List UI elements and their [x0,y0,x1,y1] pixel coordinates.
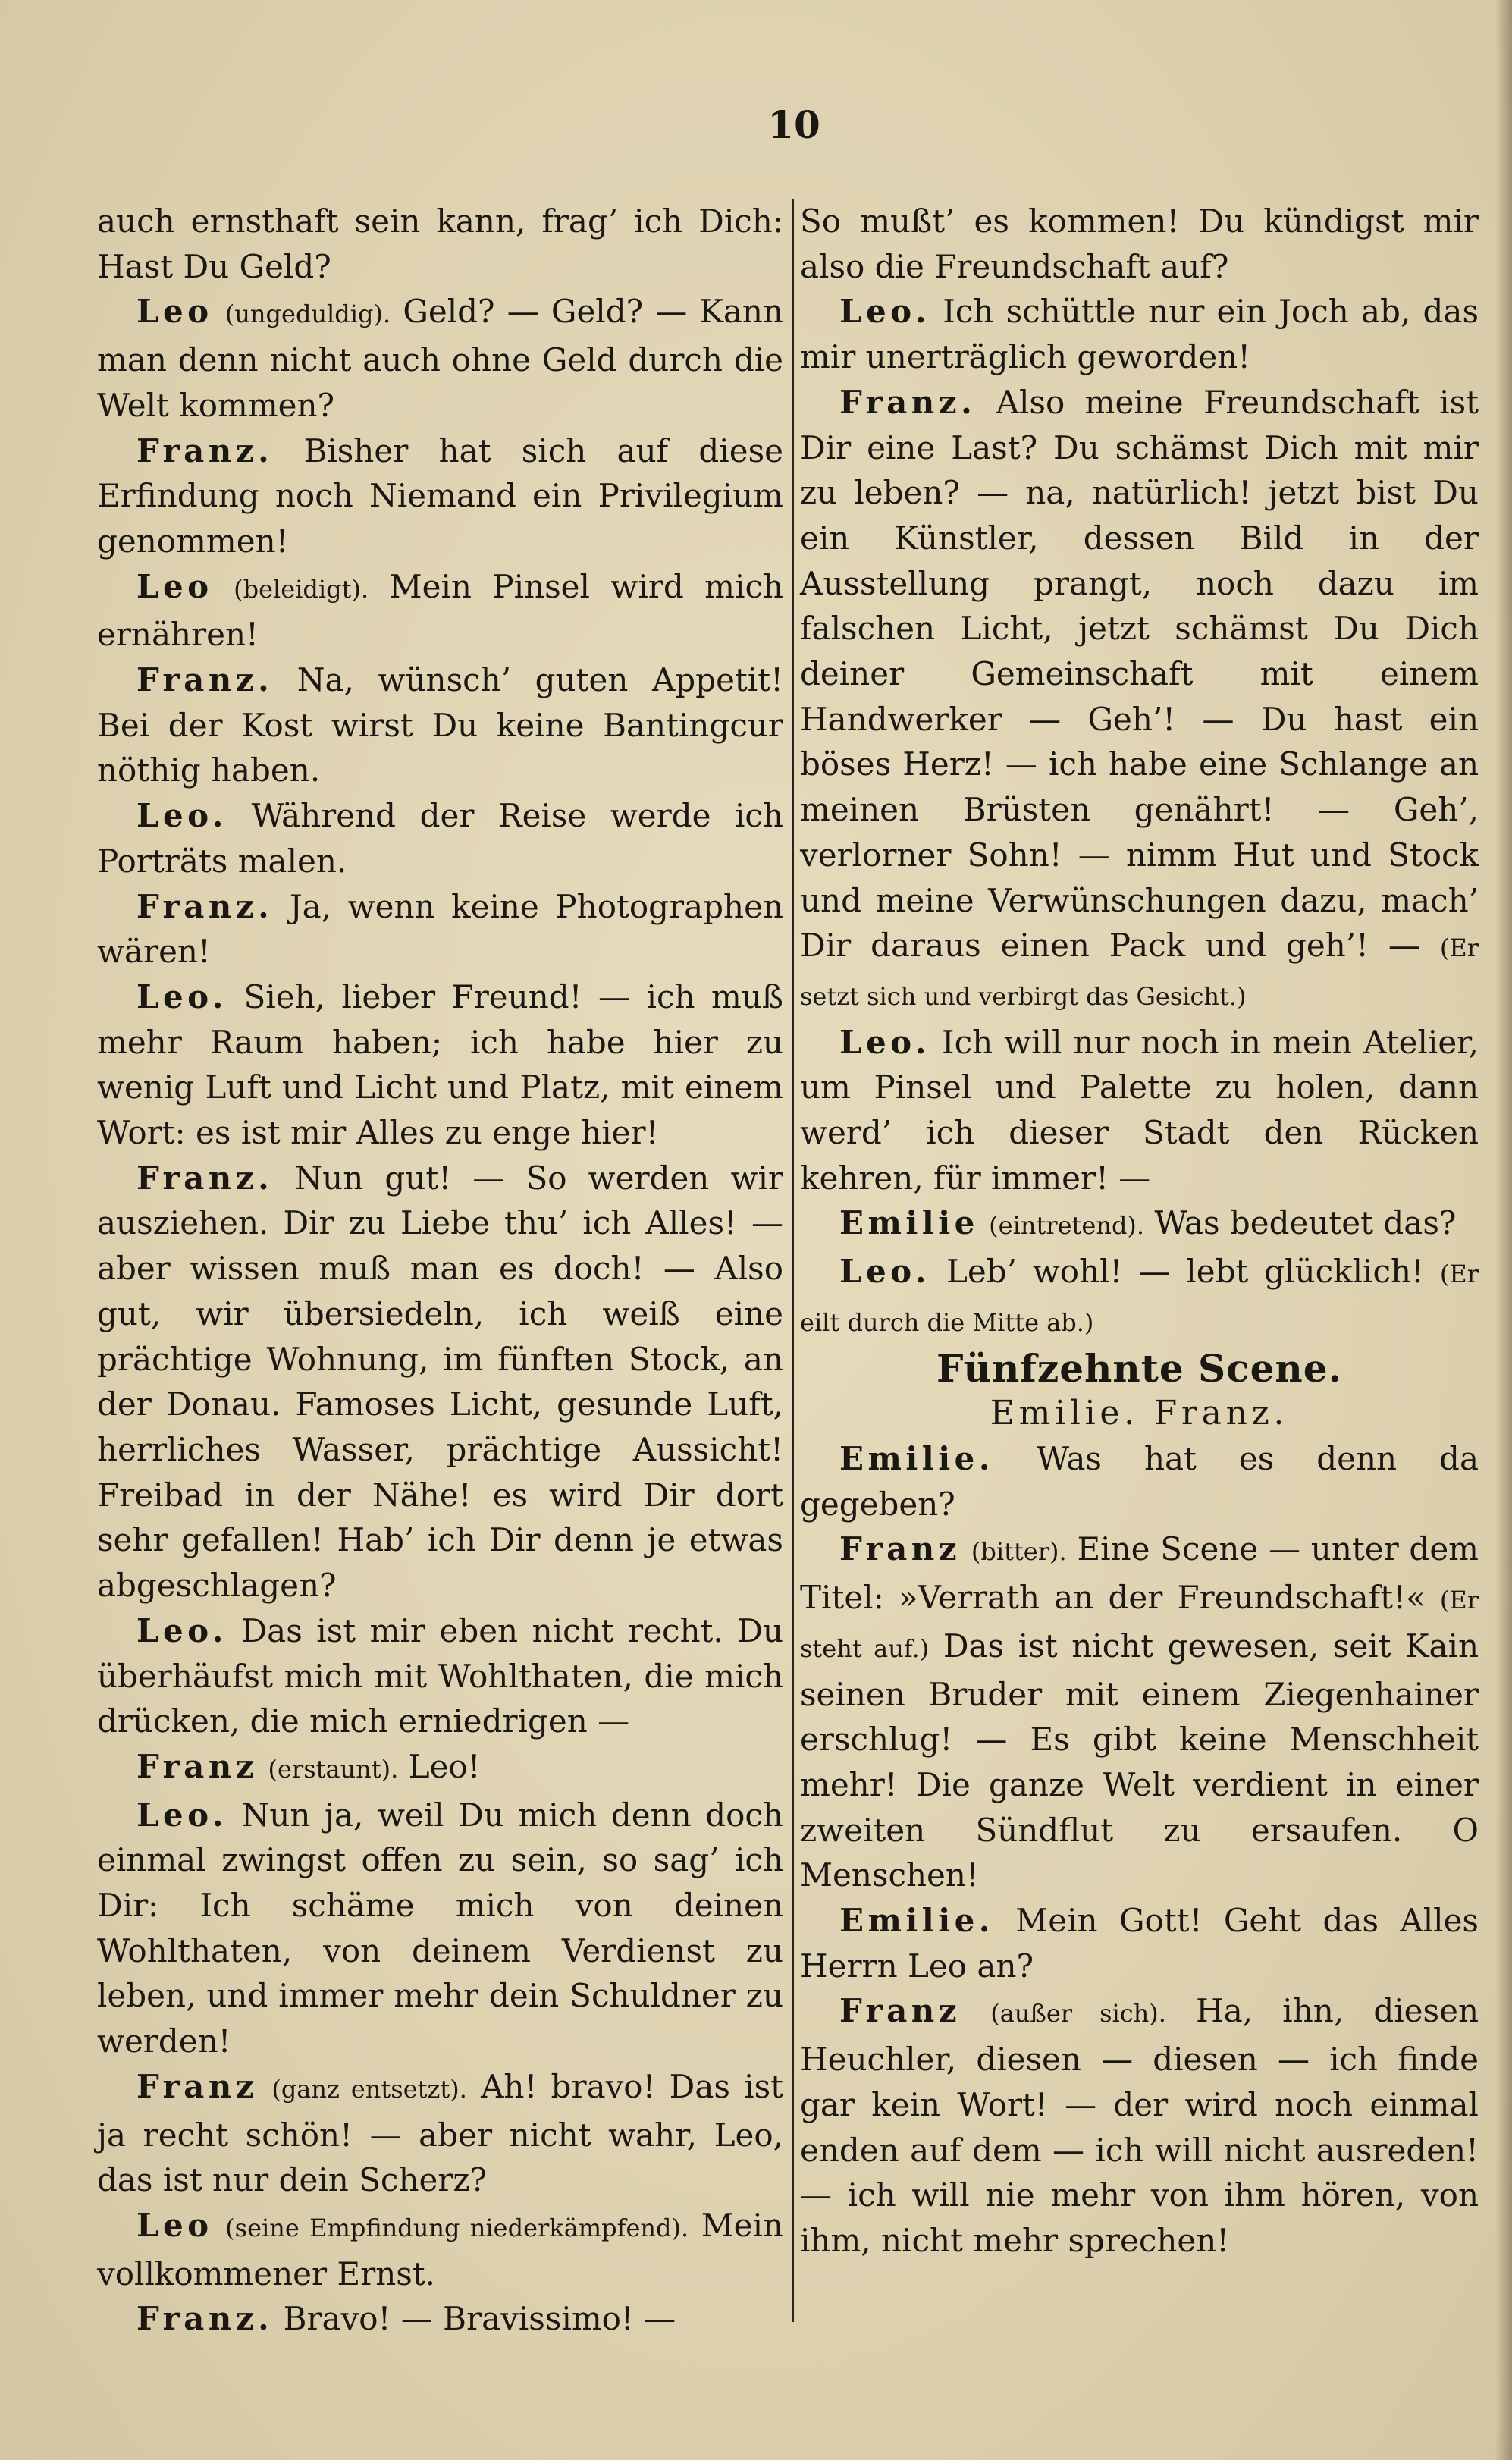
speaker-name: Franz [839,1530,961,1568]
stage-direction: (eintretend). [989,1211,1145,1241]
speaker-name: Franz [839,1992,961,2030]
dialogue-text: Bisher hat sich auf diese Erfindung noch Niemand ein Privilegium genommen! [97,431,783,560]
speaker-name: Franz. [136,661,274,699]
stage-direction: (Er eilt durch die Mitte ab.) [800,1260,1479,1337]
dialogue-line [97,974,783,1156]
speaker-name: Emilie. [839,1439,994,1477]
dialogue-line [800,1249,1479,1345]
dialogue-line [97,2296,783,2342]
stage-direction: (bitter). [971,1537,1067,1567]
page-number: 10 [767,102,820,147]
dialogue-text: Was hat es denn da gegeben? [800,1439,1479,1523]
speaker-name: Franz. [136,431,274,469]
dialogue-line [800,1988,1479,2263]
dialogue-text: Eine Scene — unter dem Titel: »Verrath an der Freundschaft!« [800,1530,1479,1617]
speaker-name: Franz. [136,2300,274,2338]
speaker-name: Franz. [839,383,977,421]
column-divider [792,199,794,2322]
dialogue-line [97,1608,783,1744]
dialogue-line [800,1898,1479,1988]
dialogue-line [97,289,783,428]
dialogue-line [800,1436,1479,1527]
dialogue-line [97,2064,783,2203]
dialogue-line [97,657,783,793]
dialogue-text: Nun ja, weil Du mich denn doch einmal zwingst offen zu sein, so sag’ ich Dir: Ich schäme mich von deinen Wohlthaten, von deinem Verdienst zu leben, und immer mehr dein Schuldner zu werden! [97,1796,783,2060]
dialogue-line [800,380,1479,1020]
speaker-name: Emilie [839,1204,979,1242]
dialogue-line [97,1744,783,1793]
speaker-name: Leo [136,2206,213,2244]
right-column [800,199,1479,2264]
speaker-name: Leo [136,567,213,605]
dialogue-text: Mein Pinsel wird mich ernähren! [97,567,784,654]
speaker-name: Leo. [839,1023,930,1061]
dialogue-text: Leo! [408,1747,481,1785]
speaker-name: Leo. [136,1611,227,1649]
speaker-name: Leo. [839,293,930,331]
page-edge-shadow [1495,0,1512,2460]
speaker-name: Leo. [136,1796,227,1834]
continued-paragraph: So mußt’ es kommen! Du kündigst mir also die Freundschaft auf? [800,202,1479,285]
dialogue-text: Was bedeutet das? [1154,1204,1457,1242]
dialogue-text: Ja, wenn keine Photographen wären! [97,887,783,971]
dialogue-line [97,428,783,564]
dialogue-line [800,289,1479,379]
dialogue-text: Ah! bravo! Das ist ja recht schön! — aber nicht wahr, Leo, das ist nur dein Scherz? [97,2067,784,2199]
speaker-name: Franz [136,1747,259,1785]
stage-direction: (ganz entsetzt). [271,2074,467,2104]
stage-direction: (ungeduldig). [224,300,391,329]
speaker-name: Franz. [136,1159,274,1197]
dialogue-text: Bravo! — Bravissimo! — [283,2300,676,2338]
dialogue-line [800,1527,1479,1898]
dialogue-line [97,793,783,883]
stage-direction: (Er steht auf.) [800,1586,1479,1663]
stage-direction: (Er setzt sich und verbirgt das Gesicht.) [800,933,1479,1011]
stage-direction: (erstaunt). [268,1754,399,1784]
dialogue-text: Geld? — Geld? — Kann man denn nicht auch ohne Geld durch die Welt kommen? [97,293,783,424]
dialogue-text: Ich schüttle nur ein Joch ab, das mir unerträglich geworden! [800,293,1479,376]
speaker-name: Leo [136,293,213,331]
speaker-name: Leo. [839,1253,930,1291]
speaker-name: Franz [136,2067,259,2105]
continued-paragraph: auch ernsthaft sein kann, frag’ ich Dich: Hast Du Geld? [97,202,783,285]
dialogue-text: Sieh, lieber Freund! — ich muß mehr Raum haben; ich habe hier zu wenig Luft und Licht und Platz, mit einem Wort: es ist mir Alles zu enge hier! [97,977,783,1152]
dialogue-line [97,1156,783,1608]
dialogue-text: Während der Reise werde ich Porträts malen. [97,797,783,880]
dialogue-line [97,564,783,657]
stage-direction: (seine Empfindung niederkämpfend). [225,2213,689,2242]
left-column [97,199,783,2342]
dialogue-line [97,1793,783,2064]
dialogue-text: Mein vollkommener Ernst. [97,2206,783,2292]
dialogue-text: Nun gut! — So werden wir ausziehen. Dir zu Liebe thu’ ich Alles! — aber wissen muß man es doch! — Also gut, wir übersiedeln, ich weiß eine prächtige Wohnung, im fünften Stock, an der Donau. Famoses Licht, gesunde Luft, herrliches Wasser, prächtige Aussicht! Freibad in der Nähe! es wird Dir dort sehr gefallen! Hab’ ich Dir denn je etwas abgeschlagen? [97,1159,783,1605]
dialogue-line [800,1200,1479,1249]
dialogue-text: Das ist nicht gewesen, seit Kain seinen Bruder mit einem Ziegenhainer erschlug! — Es gibt keine Menschheit mehr! Die ganze Welt verdient in einer zweiten Sündflut zu ersaufen. O Menschen! [800,1627,1479,1894]
dialogue-text: Das ist mir eben nicht recht. Du überhäufst mich mit Wohlthaten, die mich drücken, die mich erniedrigen — [97,1611,783,1740]
stage-direction: (beleidigt). [234,574,369,604]
dialogue-text: Also meine Freundschaft ist Dir eine Last? Du schämst Dich mit mir zu leben? — na, natürlich! jetzt bist Du ein Künstler, dessen Bild in der Ausstellung prangt, noch dazu im falschen Licht, jetzt schämst Du Dich deiner Gemeinschaft mit einem Handwerker — Geh’! — Du hast ein böses Herz! — ich habe eine Schlange an meinen Brüsten genährt! — Geh’, verlorner Sohn! — nimm Hut und Stock und meine Verwünschungen dazu, mach’ Dir daraus einen Pack und geh’! — [800,383,1479,965]
scene-cast: Emilie. Franz. [990,1394,1289,1433]
dialogue-line [97,884,783,974]
dialogue-text: Ich will nur noch in mein Atelier, um Pinsel und Palette zu holen, dann werd’ ich dieser Stadt den Rücken kehren, für immer! — [800,1023,1479,1197]
dialogue-text: Ha, ihn, diesen Heuchler, diesen — diesen — ich finde gar kein Wort! — der wird noch einmal enden auf dem — ich will nicht ausreden! — ich will nie mehr von ihm hören, von ihm, nicht mehr sprechen! [800,1992,1479,2259]
scene-title: Fünfzehnte Scene. [936,1345,1342,1391]
speaker-name: Leo. [136,797,227,835]
speaker-name: Franz. [136,887,274,925]
dialogue-line [97,2203,783,2296]
dialogue-text: Leb’ wohl! — lebt glücklich! [946,1253,1424,1291]
speaker-name: Emilie. [839,1902,994,1940]
dialogue-text: Mein Gott! Geht das Alles Herrn Leo an? [800,1902,1479,1985]
speaker-name: Leo. [136,977,227,1015]
stage-direction: (außer sich). [990,1999,1166,2029]
dialogue-line [800,1020,1479,1201]
dialogue-text: Na, wünsch’ guten Appetit! Bei der Kost wirst Du keine Bantingcur nöthig haben. [97,661,783,789]
